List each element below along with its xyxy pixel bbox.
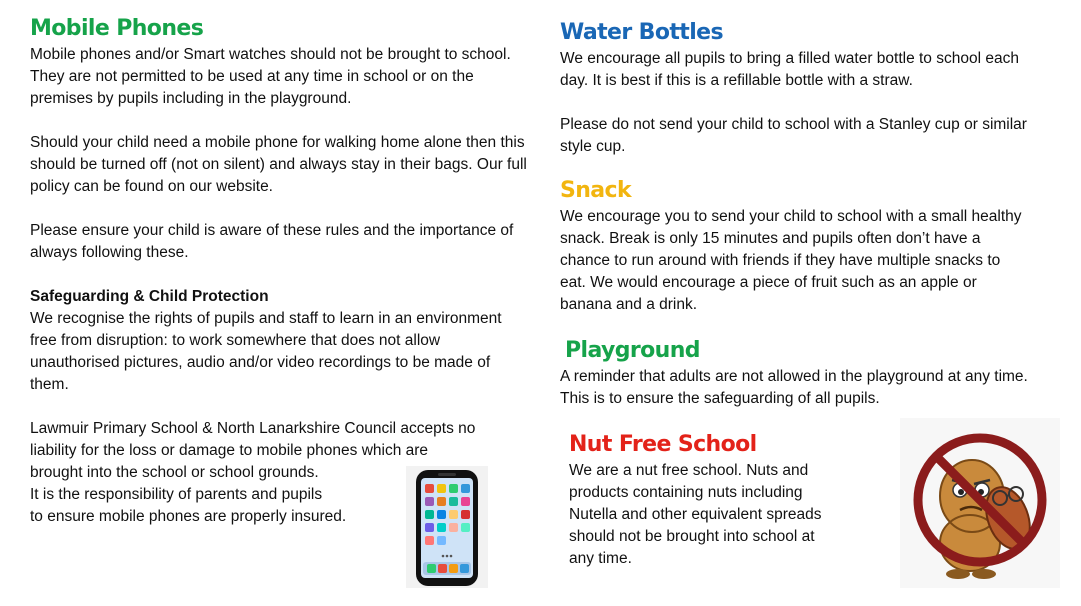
mobile-phones-paragraph-1: Mobile phones and/or Smart watches should not be brought to school. They are not permitted to be used at any time in school or on the premises by pupils including in the playground. [30,46,511,107]
safeguarding-heading: Safeguarding & Child Protection [30,288,269,305]
liability-line: liability for the loss or damage to mobile phones which are [30,442,429,459]
left-column [30,14,530,528]
smartphone-icon [406,466,488,588]
no-nuts-icon [900,418,1060,588]
nut-free-line: Nutella and other equivalent spreads [569,506,822,523]
nut-free-line: should not be brought into school at [569,528,815,545]
water-bottles-paragraph-2: Please do not send your child to school with a Stanley cup or similar style cup. [560,116,1027,155]
safeguarding-paragraph-1: We recognise the rights of pupils and staff to learn in an environment free from disruption: to work somewhere that does not allow unauthorised pictures, audio and/or video recordings to be made of them. [30,310,502,393]
mobile-phones-paragraph-2: Should your child need a mobile phone for walking home alone then this should be turned off (not on silent) and always stay in their bags. Our full policy can be found on our website. [30,134,527,195]
snack-heading: Snack [560,178,632,203]
snack-paragraph: We encourage you to send your child to school with a small healthy snack. Break is only 15 minutes and pupils often don’t have a chance to run around with friends if they have multiple snacks to eat. We would encourage a piece of fruit such as an apple or banana and a drink. [560,208,1022,313]
nut-free-line: products containing nuts including [569,484,803,501]
nut-free-line: We are a nut free school. Nuts and [569,462,809,479]
liability-line: brought into the school or school grounds. [30,464,319,481]
nut-free-heading: Nut Free School [569,432,757,457]
mobile-phones-paragraph-3: Please ensure your child is aware of these rules and the importance of always following these. [30,222,514,261]
mobile-phones-heading: Mobile Phones [30,16,204,41]
liability-line: It is the responsibility of parents and pupils [30,486,323,503]
water-bottles-paragraph-1: We encourage all pupils to bring a filled water bottle to school each day. It is best if this is a refillable bottle with a straw. [560,50,1019,89]
water-bottles-heading: Water Bottles [560,20,723,45]
nut-free-line: any time. [569,550,632,567]
liability-line: to ensure mobile phones are properly insured. [30,508,347,525]
playground-heading: Playground [565,338,700,363]
liability-line: Lawmuir Primary School & North Lanarkshire Council accepts no [30,420,476,437]
playground-paragraph: A reminder that adults are not allowed in the playground at any time. This is to ensure the safeguarding of all pupils. [560,368,1028,407]
